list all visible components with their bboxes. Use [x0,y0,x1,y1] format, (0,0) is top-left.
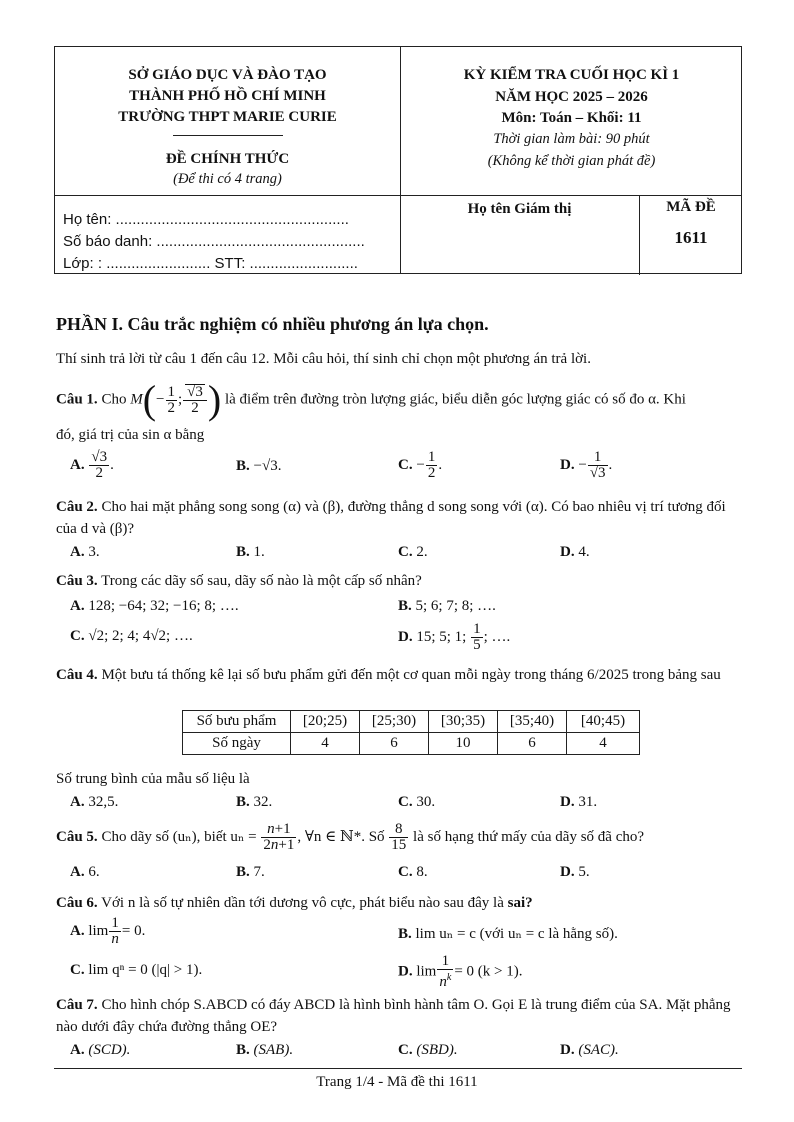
option-b[interactable]: B. 32. [236,794,273,810]
option-c[interactable]: C. √2; 2; 4; 4√2; …. [70,628,193,644]
exam-time: Thời gian làm bài: 90 phút [493,131,650,147]
frequency-table [182,710,640,755]
option-d[interactable]: D. 5. [560,864,590,880]
option-d[interactable]: D. lim $\frac{1}{n^k}$ = 0 (k > 1). [398,953,523,990]
option-c[interactable]: C. 2. [398,544,428,560]
subject: Môn: Toán – Khối: 11 [501,110,642,126]
option-a[interactable]: A. (SCD). [70,1042,131,1058]
option-a[interactable]: A. 32,5. [70,794,119,810]
question-4: Câu 4. Một bưu tá thống kê lại số bưu phẩm gửi đến một cơ quan mỗi ngày trong tháng 6/2025 trong bảng sau [56,667,721,683]
option-b[interactable]: B. 7. [236,864,265,880]
question-2: Câu 2. Cho hai mặt phẳng song song (α) và (β), đường thẳng d song song với (α). Có bao nhiêu vị trí tương đối của d và (β)? [56,499,726,537]
page-count: (Để thi có 4 trang) [173,171,282,187]
city-name: THÀNH PHỐ HỒ CHÍ MINH [129,88,326,104]
question-text: Số trung bình của mẫu số liệu là [56,771,250,787]
option-d[interactable]: D. (SAC). [560,1042,619,1058]
option-d[interactable]: D. 4. [560,544,590,560]
class-field[interactable]: Lớp: : ......................... STT: .......................... [63,255,358,272]
question-7: Câu 7. Cho hình chóp S.ABCD có đáy ABCD là hình bình hành tâm O. Gọi E là trung điểm của SA. Mặt phẳng nào dưới đây chứa đường thẳng OE? [56,997,731,1035]
option-a[interactable]: A. 3. [70,544,100,560]
question-1: Câu 1. Cho M(− $\frac{1}{2}$ ; $\frac{√3}{2}$ ) là điểm trên đường tròn lượng giác, biểu diễn góc lượng giác có số đo α. Khi [56,377,686,422]
question-text: là điểm trên đường tròn lượng giác, biểu diễn góc lượng giác có số đo α. Khi [224,391,686,408]
question-6: Câu 6. Với n là số tự nhiên dần tới dương vô cực, phát biểu nào sau đây là sai? [56,895,533,911]
question-label: Câu 1. [56,391,98,408]
option-c[interactable]: C. 30. [398,794,436,810]
school-year: NĂM HỌC 2025 – 2026 [495,89,648,105]
time-note: (Không kể thời gian phát đề) [487,153,656,169]
separator-line [173,135,283,136]
department-name: SỞ GIÁO DỤC VÀ ĐÀO TẠO [128,67,327,83]
table-row: Số bưu phẩm [20;25) [25;30) [30;35) [35;40) [40;45) [183,711,640,733]
page-footer: Trang 1/4 - Mã đề thi 1611 [316,1074,478,1090]
option-a[interactable]: A. $\frac{√3}{2}$ . [70,449,114,481]
official-label: ĐỀ CHÍNH THỨC [165,151,290,167]
option-d[interactable]: D. 15; 5; 1; $\frac{1}{5}$ ; …. [398,621,511,653]
exam-code: 1611 [674,228,708,247]
proctor-label: Họ tên Giám thị [467,201,572,217]
option-b[interactable]: B. −√3. [236,458,282,474]
option-b[interactable]: B. (SAB). [236,1042,294,1058]
question-text: Cho [101,391,127,408]
table-row: Số ngày 4 6 10 6 4 [183,733,640,755]
option-b[interactable]: B. 1. [236,544,265,560]
exam-code-label: MÃ ĐỀ [666,199,716,215]
option-d[interactable]: D. − $\frac{1}{√3}$ . [560,449,613,481]
part-title: PHẦN I. Câu trắc nghiệm có nhiều phương án lựa chọn. [56,314,489,334]
part-instruction: Thí sinh trả lời từ câu 1 đến câu 12. Mỗi câu hỏi, thí sinh chỉ chọn một phương án trả lời. [56,351,591,367]
option-a[interactable]: A. lim $\frac{1}{n}$ = 0. [70,915,146,947]
option-a[interactable]: A. 6. [70,864,100,880]
option-c[interactable]: C. (SBD). [398,1042,458,1058]
exam-title: KỲ KIỂM TRA CUỐI HỌC KÌ 1 [463,67,680,83]
option-c[interactable]: C. 8. [398,864,428,880]
question-text: đó, giá trị của sin α bằng [56,427,205,443]
option-c[interactable]: C. − $\frac{1}{2}$ . [398,449,443,481]
header-box [54,46,742,274]
option-d[interactable]: D. 31. [560,794,598,810]
footer-divider [54,1068,742,1069]
option-a[interactable]: A. 128; −64; 32; −16; 8; …. [70,598,239,614]
option-b[interactable]: B. 5; 6; 7; 8; …. [398,598,496,614]
option-b[interactable]: B. lim uₙ = c (với uₙ = c là hằng số). [398,926,618,942]
question-5: Câu 5. Cho dãy số (uₙ), biết uₙ = $\frac{n+1}{2n+1}$ , ∀n ∈ ℕ*. Số $\frac{8}{15}$ là số hạng thứ mấy của dãy số đã cho? [56,821,645,853]
school-name: TRƯỜNG THPT MARIE CURIE [118,109,337,125]
name-field[interactable]: Họ tên: ........................................................ [63,211,349,228]
student-id-field[interactable]: Số báo danh: .................................................. [63,233,365,250]
question-3: Câu 3. Trong các dãy số sau, dãy số nào là một cấp số nhân? [56,573,422,589]
option-c[interactable]: C. lim qⁿ = 0 (|q| > 1). [70,962,203,978]
